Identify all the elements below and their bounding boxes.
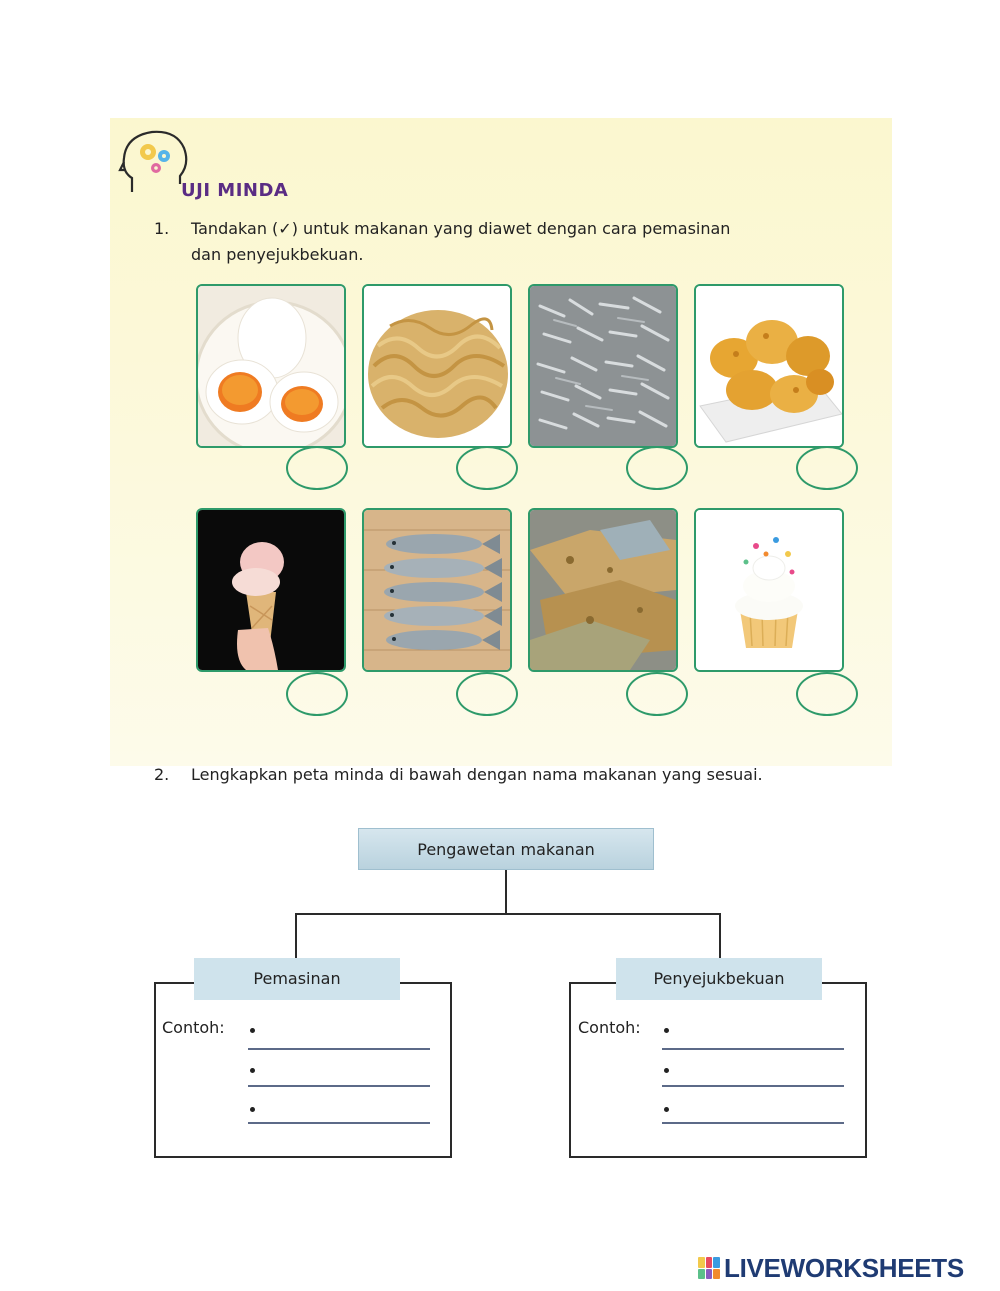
photo-salted-egg xyxy=(196,284,346,448)
check-oval-anchovies[interactable] xyxy=(626,446,688,490)
liveworksheets-logo[interactable] xyxy=(698,1253,964,1283)
connector-left-vertical xyxy=(295,913,297,959)
photo-salted-fish xyxy=(528,508,678,672)
mind-map-root: Pengawetan makanan xyxy=(358,828,654,870)
photo-fried-nuggets xyxy=(694,284,844,448)
bullet-right-3 xyxy=(664,1107,669,1112)
answer-line-left-3[interactable] xyxy=(248,1122,430,1124)
mind-map-label-penyejukbekuan: Penyejukbekuan xyxy=(616,958,822,1000)
mind-map-box-pemasinan xyxy=(154,982,452,1158)
photo-anchovies xyxy=(528,284,678,448)
question-2-text: Lengkapkan peta minda di bawah dengan nama makanan yang sesuai. xyxy=(191,765,763,784)
liveworksheets-grid-icon xyxy=(698,1257,720,1279)
check-oval-mackerel-fish[interactable] xyxy=(456,672,518,716)
bullet-right-1 xyxy=(664,1028,669,1033)
question-1 xyxy=(154,216,854,270)
question-1-text-line2: dan penyejukbekuan. xyxy=(191,245,364,264)
check-oval-salted-fish[interactable] xyxy=(626,672,688,716)
answer-line-right-3[interactable] xyxy=(662,1122,844,1124)
question-1-text-line1: Tandakan (✓) untuk makanan yang diawet dengan cara pemasinan xyxy=(191,219,731,238)
check-oval-instant-noodles[interactable] xyxy=(456,446,518,490)
brand-name: LIVEWORKSHEETS xyxy=(724,1252,964,1283)
example-label-right: Contoh: xyxy=(578,1018,641,1037)
question-1-number: 1. xyxy=(154,219,170,238)
photo-instant-noodles xyxy=(362,284,512,448)
bullet-right-2 xyxy=(664,1068,669,1073)
question-2 xyxy=(154,762,874,788)
connector-horizontal xyxy=(295,913,721,915)
section-title: UJI MINDA xyxy=(181,180,289,201)
answer-line-left-1[interactable] xyxy=(248,1048,430,1050)
photo-ice-cream xyxy=(196,508,346,672)
check-oval-cupcake[interactable] xyxy=(796,672,858,716)
question-2-number: 2. xyxy=(154,765,170,784)
example-label-left: Contoh: xyxy=(162,1018,225,1037)
answer-line-left-2[interactable] xyxy=(248,1085,430,1087)
answer-line-right-2[interactable] xyxy=(662,1085,844,1087)
check-oval-fried-nuggets[interactable] xyxy=(796,446,858,490)
mind-map-box-penyejukbekuan xyxy=(569,982,867,1158)
mind-map-label-pemasinan: Pemasinan xyxy=(194,958,400,1000)
answer-line-right-1[interactable] xyxy=(662,1048,844,1050)
photo-cupcake xyxy=(694,508,844,672)
connector-root-vertical xyxy=(505,870,507,914)
bullet-left-3 xyxy=(250,1107,255,1112)
check-oval-salted-egg[interactable] xyxy=(286,446,348,490)
photo-mackerel-fish xyxy=(362,508,512,672)
bullet-left-1 xyxy=(250,1028,255,1033)
connector-right-vertical xyxy=(719,913,721,959)
bullet-left-2 xyxy=(250,1068,255,1073)
check-oval-ice-cream[interactable] xyxy=(286,672,348,716)
